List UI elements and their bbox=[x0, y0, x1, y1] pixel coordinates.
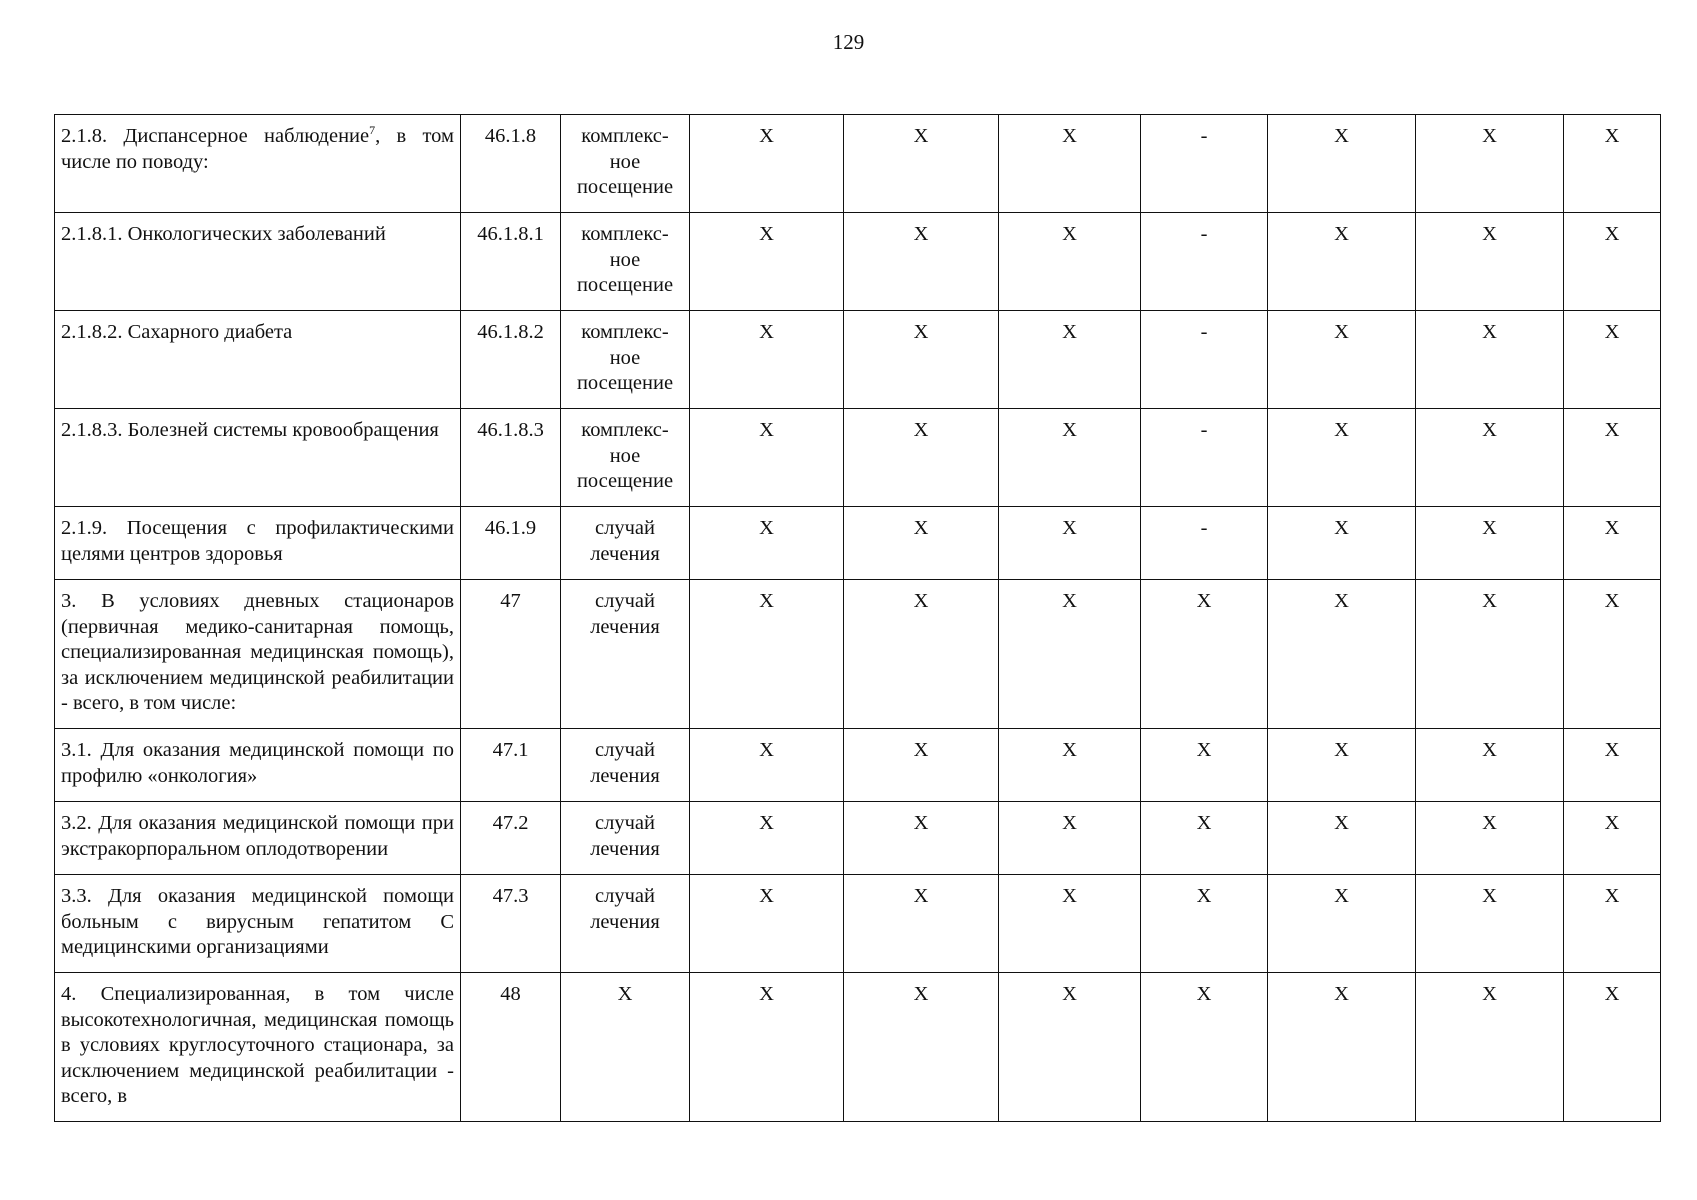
table-cell: X bbox=[844, 311, 999, 409]
table-cell: X bbox=[1141, 973, 1268, 1122]
table-cell: X bbox=[690, 973, 844, 1122]
row-code: 46.1.8.3 bbox=[461, 409, 561, 507]
table-cell: - bbox=[1141, 213, 1268, 311]
row-name: 2.1.8. Диспансерное наблюдение bbox=[61, 125, 370, 147]
table-row bbox=[55, 580, 1661, 729]
table-cell: X bbox=[1141, 729, 1268, 802]
table-cell: X bbox=[1416, 409, 1564, 507]
table-cell: X bbox=[690, 115, 844, 213]
table-cell: X bbox=[999, 973, 1141, 1122]
row-name: 4. Специализированная, в том числе высокотехнологичная, медицинская помощь в условиях круглосуточного стационара, за исключением медицинской реабилитации - всего, в bbox=[55, 973, 461, 1122]
table-cell: X bbox=[1268, 507, 1416, 580]
table-cell: X bbox=[1564, 580, 1661, 729]
row-name-continuation: , в том числе по поводу: bbox=[61, 125, 454, 173]
table-cell: X bbox=[999, 311, 1141, 409]
table-cell: X bbox=[690, 311, 844, 409]
table-cell: X bbox=[1416, 311, 1564, 409]
table-cell: X bbox=[690, 580, 844, 729]
table-row bbox=[55, 729, 1661, 802]
table-cell: X bbox=[999, 213, 1141, 311]
table-cell: X bbox=[690, 729, 844, 802]
table-cell: X bbox=[1416, 729, 1564, 802]
table-row bbox=[55, 973, 1661, 1122]
row-unit: X bbox=[561, 973, 690, 1122]
table-cell: X bbox=[1564, 311, 1661, 409]
table-cell: X bbox=[690, 409, 844, 507]
row-code: 47.2 bbox=[461, 802, 561, 875]
row-unit: комплекс- ное посещение bbox=[561, 409, 690, 507]
table-cell: X bbox=[1416, 507, 1564, 580]
table-cell: X bbox=[1268, 115, 1416, 213]
table-cell: X bbox=[1564, 213, 1661, 311]
table-cell: X bbox=[1416, 875, 1564, 973]
table-cell: X bbox=[1416, 115, 1564, 213]
page-number: 129 bbox=[832, 30, 865, 54]
table-cell: X bbox=[1416, 580, 1564, 729]
table-cell: X bbox=[1268, 409, 1416, 507]
row-unit: комплекс- ное посещение bbox=[561, 115, 690, 213]
table-cell: X bbox=[1564, 802, 1661, 875]
row-code: 46.1.9 bbox=[461, 507, 561, 580]
row-name: 2.1.8.3. Болезней системы кровообращения bbox=[55, 409, 461, 507]
table-cell: X bbox=[999, 875, 1141, 973]
table-cell: X bbox=[999, 729, 1141, 802]
row-name: 2.1.8.2. Сахарного диабета bbox=[55, 311, 461, 409]
table-cell: X bbox=[1141, 802, 1268, 875]
table-cell: - bbox=[1141, 507, 1268, 580]
table-cell: X bbox=[690, 802, 844, 875]
table-cell: X bbox=[1564, 729, 1661, 802]
table-cell: X bbox=[844, 409, 999, 507]
table-cell: - bbox=[1141, 115, 1268, 213]
table-cell: X bbox=[844, 802, 999, 875]
footnote-marker: 7 bbox=[369, 123, 376, 138]
row-unit: случай лечения bbox=[561, 507, 690, 580]
table-cell: X bbox=[1268, 213, 1416, 311]
table-row bbox=[55, 115, 1661, 213]
table-cell: X bbox=[1564, 507, 1661, 580]
row-name: 3.3. Для оказания медицинской помощи больным с вирусным гепатитом С медицинскими организациями bbox=[55, 875, 461, 973]
table-row bbox=[55, 507, 1661, 580]
row-name: 3.1. Для оказания медицинской помощи по профилю «онкология» bbox=[55, 729, 461, 802]
table-cell: X bbox=[999, 802, 1141, 875]
row-name: 2.1.9. Посещения с профилактическими целями центров здоровья bbox=[55, 507, 461, 580]
table-cell: X bbox=[1268, 729, 1416, 802]
row-code: 47.1 bbox=[461, 729, 561, 802]
table-cell: X bbox=[1141, 875, 1268, 973]
table-row bbox=[55, 213, 1661, 311]
table-cell: X bbox=[844, 580, 999, 729]
table-cell: - bbox=[1141, 311, 1268, 409]
table-cell: X bbox=[999, 580, 1141, 729]
table-cell: X bbox=[844, 115, 999, 213]
row-name-cell bbox=[55, 115, 461, 213]
table-cell: X bbox=[844, 729, 999, 802]
table-cell: X bbox=[1268, 973, 1416, 1122]
row-code: 48 bbox=[461, 973, 561, 1122]
table-cell: X bbox=[1268, 580, 1416, 729]
table-row bbox=[55, 802, 1661, 875]
row-unit: комплекс- ное посещение bbox=[561, 311, 690, 409]
data-table bbox=[54, 114, 1661, 1122]
row-name: 2.1.8.1. Онкологических заболеваний bbox=[55, 213, 461, 311]
table-cell: X bbox=[1416, 213, 1564, 311]
table-cell: X bbox=[1564, 409, 1661, 507]
row-name: 3. В условиях дневных стационаров (первичная медико-санитарная помощь, специализированная медицинская помощь), за исключением медицинской реабилитации - всего, в том числе: bbox=[55, 580, 461, 729]
table-cell: X bbox=[690, 875, 844, 973]
table-cell: X bbox=[999, 115, 1141, 213]
row-unit: случай лечения bbox=[561, 580, 690, 729]
table-cell: X bbox=[844, 507, 999, 580]
table-cell: X bbox=[844, 213, 999, 311]
table-cell: X bbox=[1141, 580, 1268, 729]
table-cell: X bbox=[844, 875, 999, 973]
row-unit: случай лечения bbox=[561, 875, 690, 973]
table-cell: X bbox=[690, 213, 844, 311]
table-cell: X bbox=[999, 409, 1141, 507]
row-code: 46.1.8.2 bbox=[461, 311, 561, 409]
row-code: 47 bbox=[461, 580, 561, 729]
table-cell: X bbox=[1416, 802, 1564, 875]
table-cell: - bbox=[1141, 409, 1268, 507]
row-name: 3.2. Для оказания медицинской помощи при экстракорпоральном оплодотворении bbox=[55, 802, 461, 875]
row-code: 47.3 bbox=[461, 875, 561, 973]
row-unit: случай лечения bbox=[561, 802, 690, 875]
row-code: 46.1.8 bbox=[461, 115, 561, 213]
table-cell: X bbox=[1564, 115, 1661, 213]
table-cell: X bbox=[844, 973, 999, 1122]
table-cell: X bbox=[1268, 875, 1416, 973]
table-cell: X bbox=[690, 507, 844, 580]
table-cell: X bbox=[1268, 311, 1416, 409]
table-cell: X bbox=[999, 507, 1141, 580]
table-cell: X bbox=[1564, 875, 1661, 973]
table-row bbox=[55, 311, 1661, 409]
table-row bbox=[55, 409, 1661, 507]
table-cell: X bbox=[1416, 973, 1564, 1122]
row-unit: случай лечения bbox=[561, 729, 690, 802]
table-cell: X bbox=[1564, 973, 1661, 1122]
table-row bbox=[55, 875, 1661, 973]
row-code: 46.1.8.1 bbox=[461, 213, 561, 311]
row-unit: комплекс- ное посещение bbox=[561, 213, 690, 311]
table-cell: X bbox=[1268, 802, 1416, 875]
